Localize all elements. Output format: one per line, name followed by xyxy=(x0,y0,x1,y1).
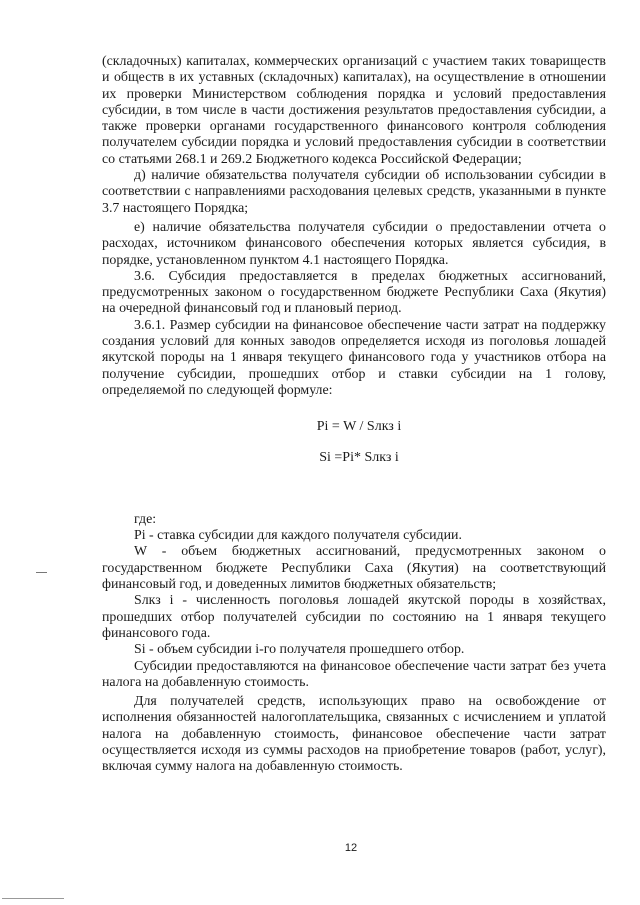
formula-rate: Pi = W / Sлкз i xyxy=(316,419,402,435)
where-label: где: xyxy=(134,511,157,527)
paragraph-3-6-1: 3.6.1. Размер субсидии на финансовое обеспечение части затрат на поддержку создания условий для конных заводов определяется исходя из поголовья лошадей якутской породы на 1 января текущего финансового года у участников отбора на получение субсидии, прошедших отбор и ставки субсидии на 1 голову, определяемой по следующей формуле: xyxy=(102,317,606,398)
paragraph-vat-note: Субсидии предоставляются на финансовое обеспечение части затрат без учета налога на добавленную стоимость. xyxy=(102,658,606,690)
paragraph-item-e: е) наличие обязательства получателя субсидии о предоставлении отчета о расходах, источником финансового обеспечения которых является субсидия, в порядке, установленном пунктом 4.1 настоящего Порядка. xyxy=(102,219,606,268)
paragraph-continuation: (складочных) капиталах, коммерческих организаций с участием таких товариществ и обществ в их уставных (складочных) капиталах), на осуществление в отношении их проверки Министерством соблюдения порядка и условий предоставления субсидии, в том числе в части достижения результатов предоставления субсидии, а также проверки органами государственного финансового контроля соблюдения получателем субсидии порядка и условий предоставления субсидии в соответствии со статьями 268.1 и 269.2 Бюджетного кодекса Российской Федерации; xyxy=(102,54,606,167)
formula-subsidy: Si =Pi* Sлкз i xyxy=(319,449,399,465)
paragraph-3-6: 3.6. Субсидия предоставляется в пределах бюджетных ассигнований, предусмотренных законом о государственном бюджете Республики Саха (Якутия) на очередной финансовый год и плановый период. xyxy=(102,268,606,317)
margin-mark xyxy=(36,572,47,573)
paragraph-item-d: д) наличие обязательства получателя субсидии об использовании субсидии в соответствии с направлениями расходования целевых средств, указанными в пункте 3.7 настоящего Порядка; xyxy=(102,168,606,216)
document-body xyxy=(102,54,606,776)
definition-si: Si - объем субсидии i-го получателя прошедшего отбор. xyxy=(134,642,465,658)
paragraph-vat-exempt: Для получателей средств, использующих право на освобождение от исполнения обязанностей налогоплательщика, связанных с исчислением и уплатой налога на добавленную стоимость, финансовое обеспечение части затрат осуществляется исходя из суммы расходов на приобретение товаров (работ, услуг), включая сумму налога на добавленную стоимость. xyxy=(102,694,606,775)
definition-pi: Pi - ставка субсидии для каждого получателя субсидии. xyxy=(134,528,462,544)
definition-w: W - объем бюджетных ассигнований, предусмотренных законом о государственном бюджете Республики Саха (Якутия) на соответствующий финансовый год, и доведенных лимитов бюджетных обязательств; xyxy=(102,544,606,593)
page-number: 12 xyxy=(344,842,358,854)
scan-edge-line xyxy=(2,898,64,899)
definition-slkz: Sлкз i - численность поголовья лошадей якутской породы в хозяйствах, прошедших отбор получателей субсидии по состоянию на 1 января текущего финансового года. xyxy=(102,593,606,641)
